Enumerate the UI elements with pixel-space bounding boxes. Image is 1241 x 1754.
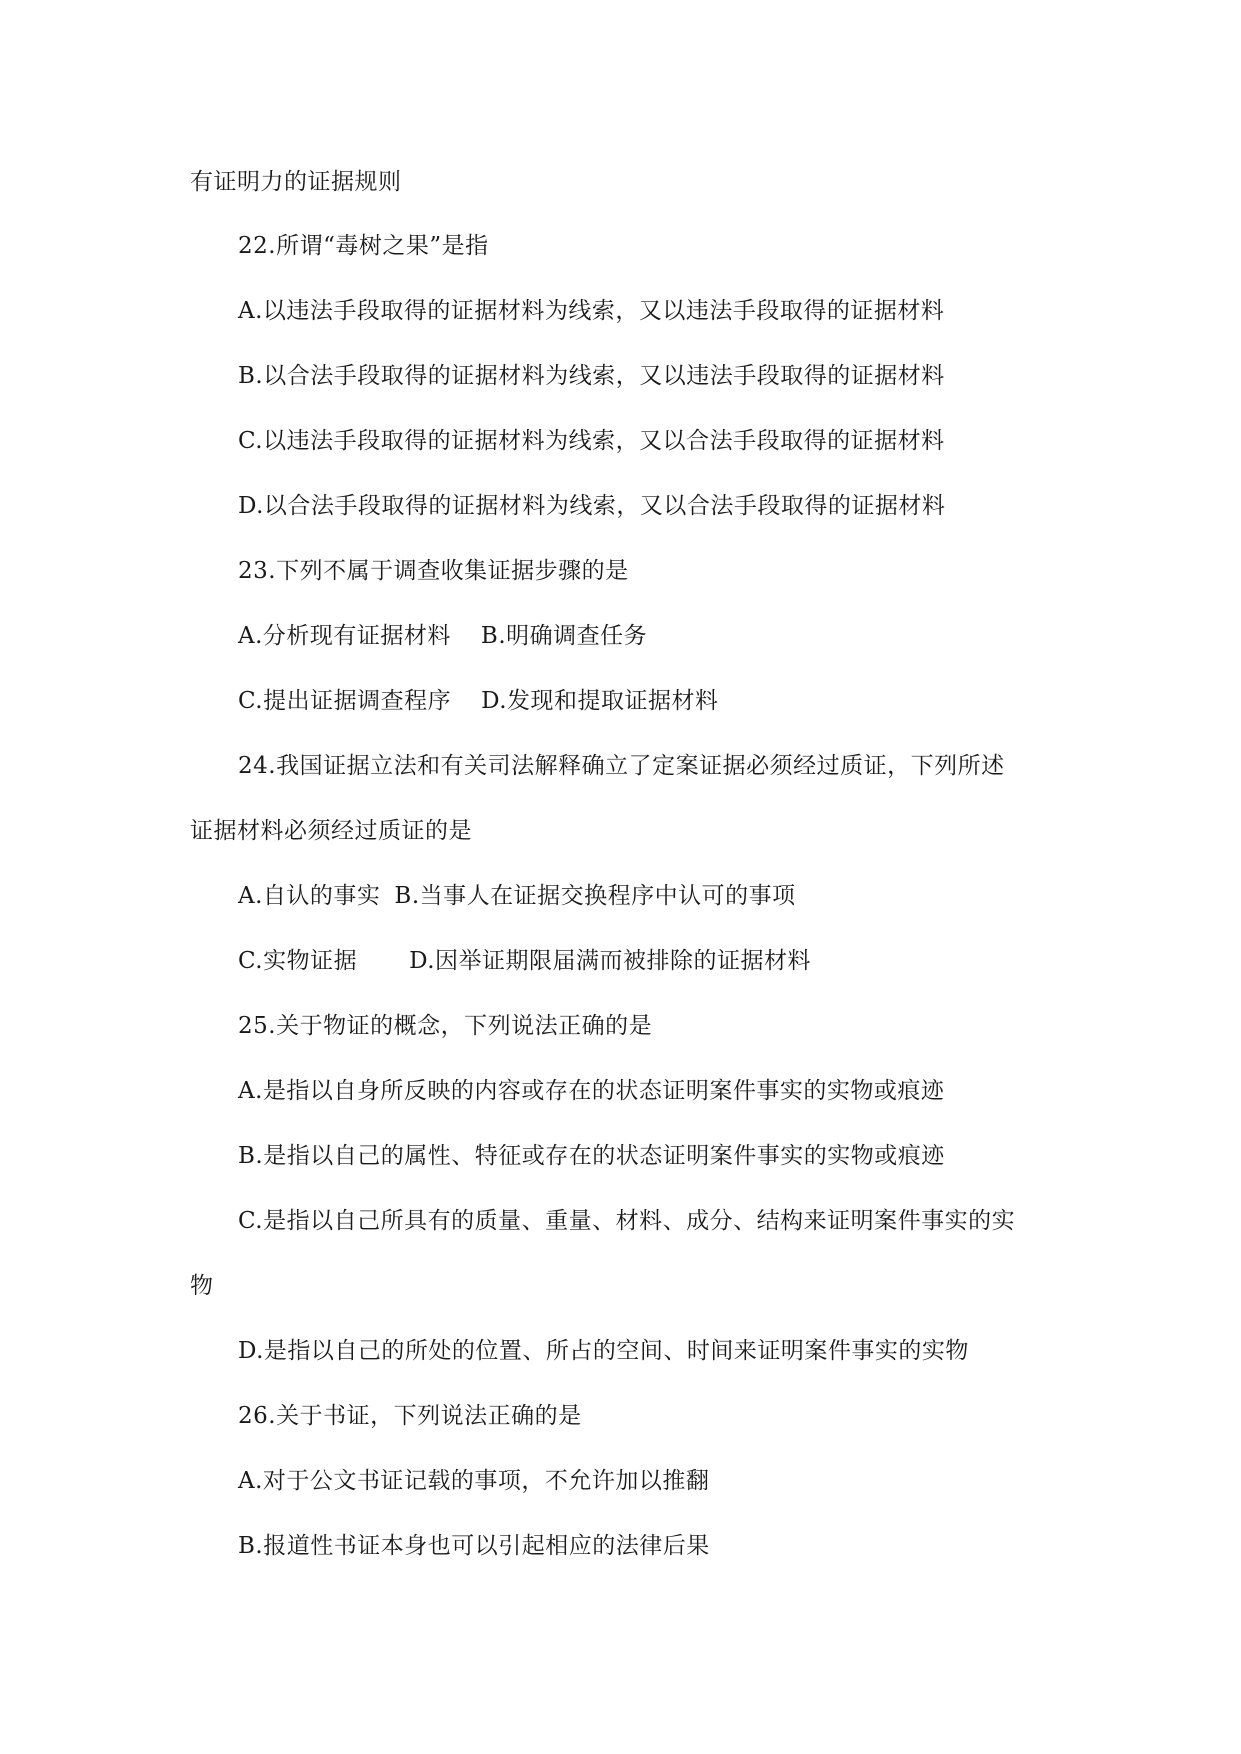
question-24-option-b: B.当事人在证据交换程序中认可的事项 [394,883,796,909]
question-25-option-b: B.是指以自己的属性、特征或存在的状态证明案件事实的实物或痕迹 [238,1143,945,1169]
question-23-option-b: B.明确调查任务 [480,623,648,649]
question-25-option-a: A.是指以自身所反映的内容或存在的状态证明案件事实的实物或痕迹 [238,1078,945,1104]
question-25-option-c-continued: 物 [190,1273,214,1299]
question-24-option-d: D.因举证期限届满而被排除的证据材料 [409,948,812,974]
question-26-option-a: A.对于公文书证记载的事项，不允许加以推翻 [238,1468,710,1494]
question-24-options-row-1 [238,880,796,912]
question-23-option-d: D.发现和提取证据材料 [481,688,719,714]
question-23-stem: 23.下列不属于调查收集证据步骤的是 [238,558,629,584]
question-23-options-row-1 [238,620,647,652]
question-24-option-a: A.自认的事实 [238,883,381,909]
question-23-option-c: C.提出证据调查程序 [238,688,452,714]
question-26-option-b: B.报道性书证本身也可以引起相应的法律后果 [238,1533,710,1559]
question-22-option-b: B.以合法手段取得的证据材料为线索，又以违法手段取得的证据材料 [238,363,945,389]
question-24-stem-line-2: 证据材料必须经过质证的是 [190,818,472,844]
question-22-stem: 22.所谓“毒树之果”是指 [238,233,489,259]
question-22-option-c: C.以违法手段取得的证据材料为线索，又以合法手段取得的证据材料 [238,428,945,454]
question-23-option-a: A.分析现有证据材料 [238,623,451,649]
question-22-option-a: A.以违法手段取得的证据材料为线索，又以违法手段取得的证据材料 [238,298,945,324]
question-24-options-row-2 [238,945,811,977]
question-23-options-row-2 [238,685,719,717]
continuation-text: 有证明力的证据规则 [190,169,402,195]
question-25-stem: 25.关于物证的概念，下列说法正确的是 [238,1013,653,1039]
question-24-stem-line-1: 24.我国证据立法和有关司法解释确立了定案证据必须经过质证，下列所述 [238,753,1005,779]
question-26-stem: 26.关于书证，下列说法正确的是 [238,1403,582,1429]
question-25-option-d: D.是指以自己的所处的位置、所占的空间、时间来证明案件事实的实物 [238,1338,969,1364]
question-22-option-d: D.以合法手段取得的证据材料为线索，又以合法手段取得的证据材料 [238,493,946,519]
question-24-option-c: C.实物证据 [238,948,358,974]
question-25-option-c: C.是指以自己所具有的质量、重量、材料、成分、结构来证明案件事实的实 [238,1208,1016,1234]
